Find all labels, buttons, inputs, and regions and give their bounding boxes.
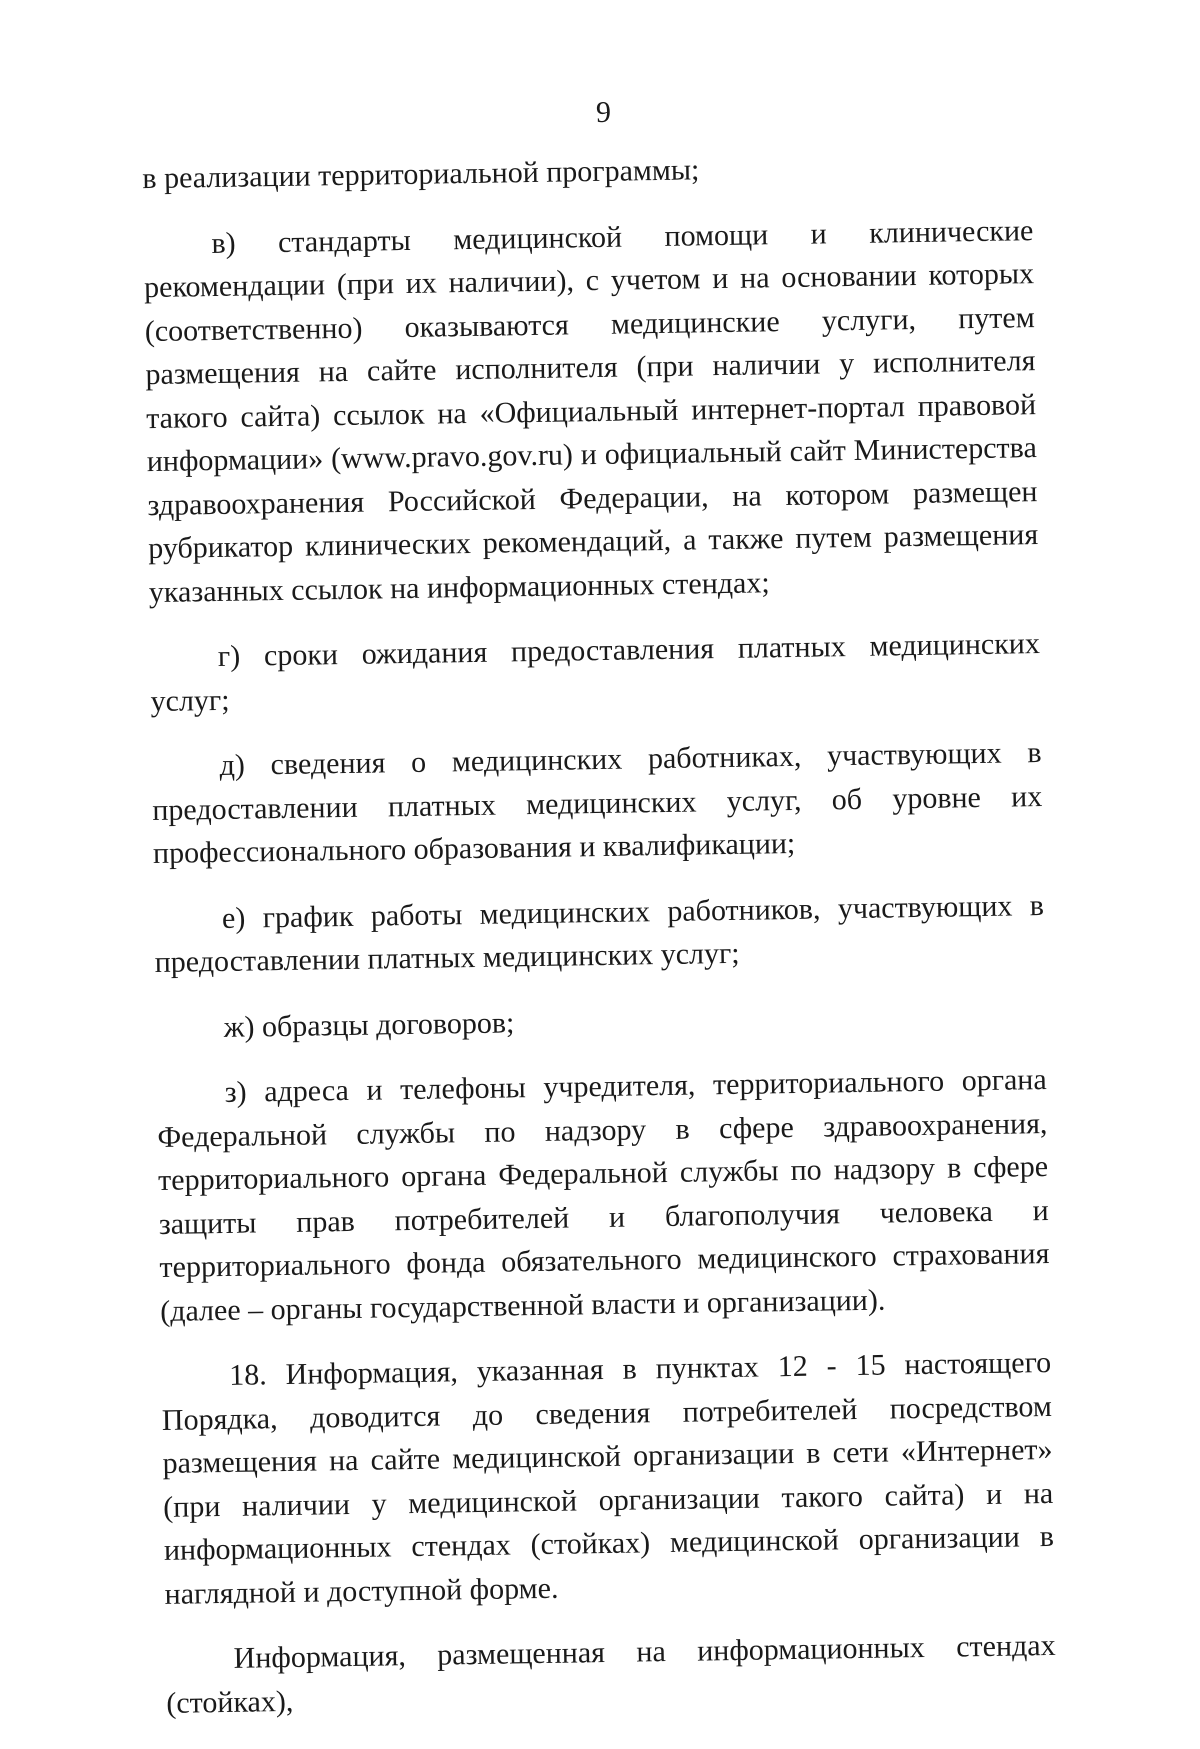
- paragraph-item-g: г) сроки ожидания предоставления платных медицинских услуг;: [150, 627, 1041, 718]
- paragraph-information-stands: Информация, размещенная на информационных стендах (стойках),: [166, 1628, 1056, 1720]
- page-number: 9: [595, 95, 612, 129]
- paragraph-item-zh: ж) образцы договоров;: [223, 1005, 515, 1044]
- paragraph-continuation: в реализации территориальной программы;: [142, 153, 700, 196]
- document-body: [142, 143, 1057, 1747]
- paragraph-section-18: 18. Информация, указанная в пунктах 12 - 15 настоящего Порядка, доводится до сведения потребителей посредством размещения на сайте медицинской организации в сети «Интернет» (при наличии у медицинской организации такого сайта) и на информационных стендах (стойках) медицинской организации в наглядной и доступной форме.: [161, 1345, 1055, 1611]
- paragraph-item-v: в) стандарты медицинской помощи и клинические рекомендации (при их наличии), с учетом и на основании которых (соответственно) оказываются медицинские услуги, путем размещения на сайте исполнителя (при наличии у исполнителя такого сайта) ссылок на «Официальный интернет-портал правовой информации» (www.pravo.gov.ru) и официальный сайт Министерства здравоохранения Российской Федерации, на котором размещен рубрикатор клинических рекомендаций, а также путем размещения указанных ссылок на информационных стендах;: [143, 213, 1039, 609]
- paragraph-item-d: д) сведения о медицинских работниках, участвующих в предоставлении платных медицинских услуг, об уровне их профессионального образования и квалификации;: [152, 736, 1043, 871]
- paragraph-item-z: з) адреса и телефоны учредителя, территориального органа Федеральной службы по надзору в сфере здравоохранения, территориального органа Федеральной службы по надзору в сфере защиты прав потребителей и благополучия человека и территориального фонда обязательного медицинского страхования (далее – органы государственной власти и организации).: [157, 1063, 1050, 1328]
- paragraph-item-e: е) график работы медицинских работников, участвующих в предоставлении платных медицинских услуг;: [154, 888, 1045, 980]
